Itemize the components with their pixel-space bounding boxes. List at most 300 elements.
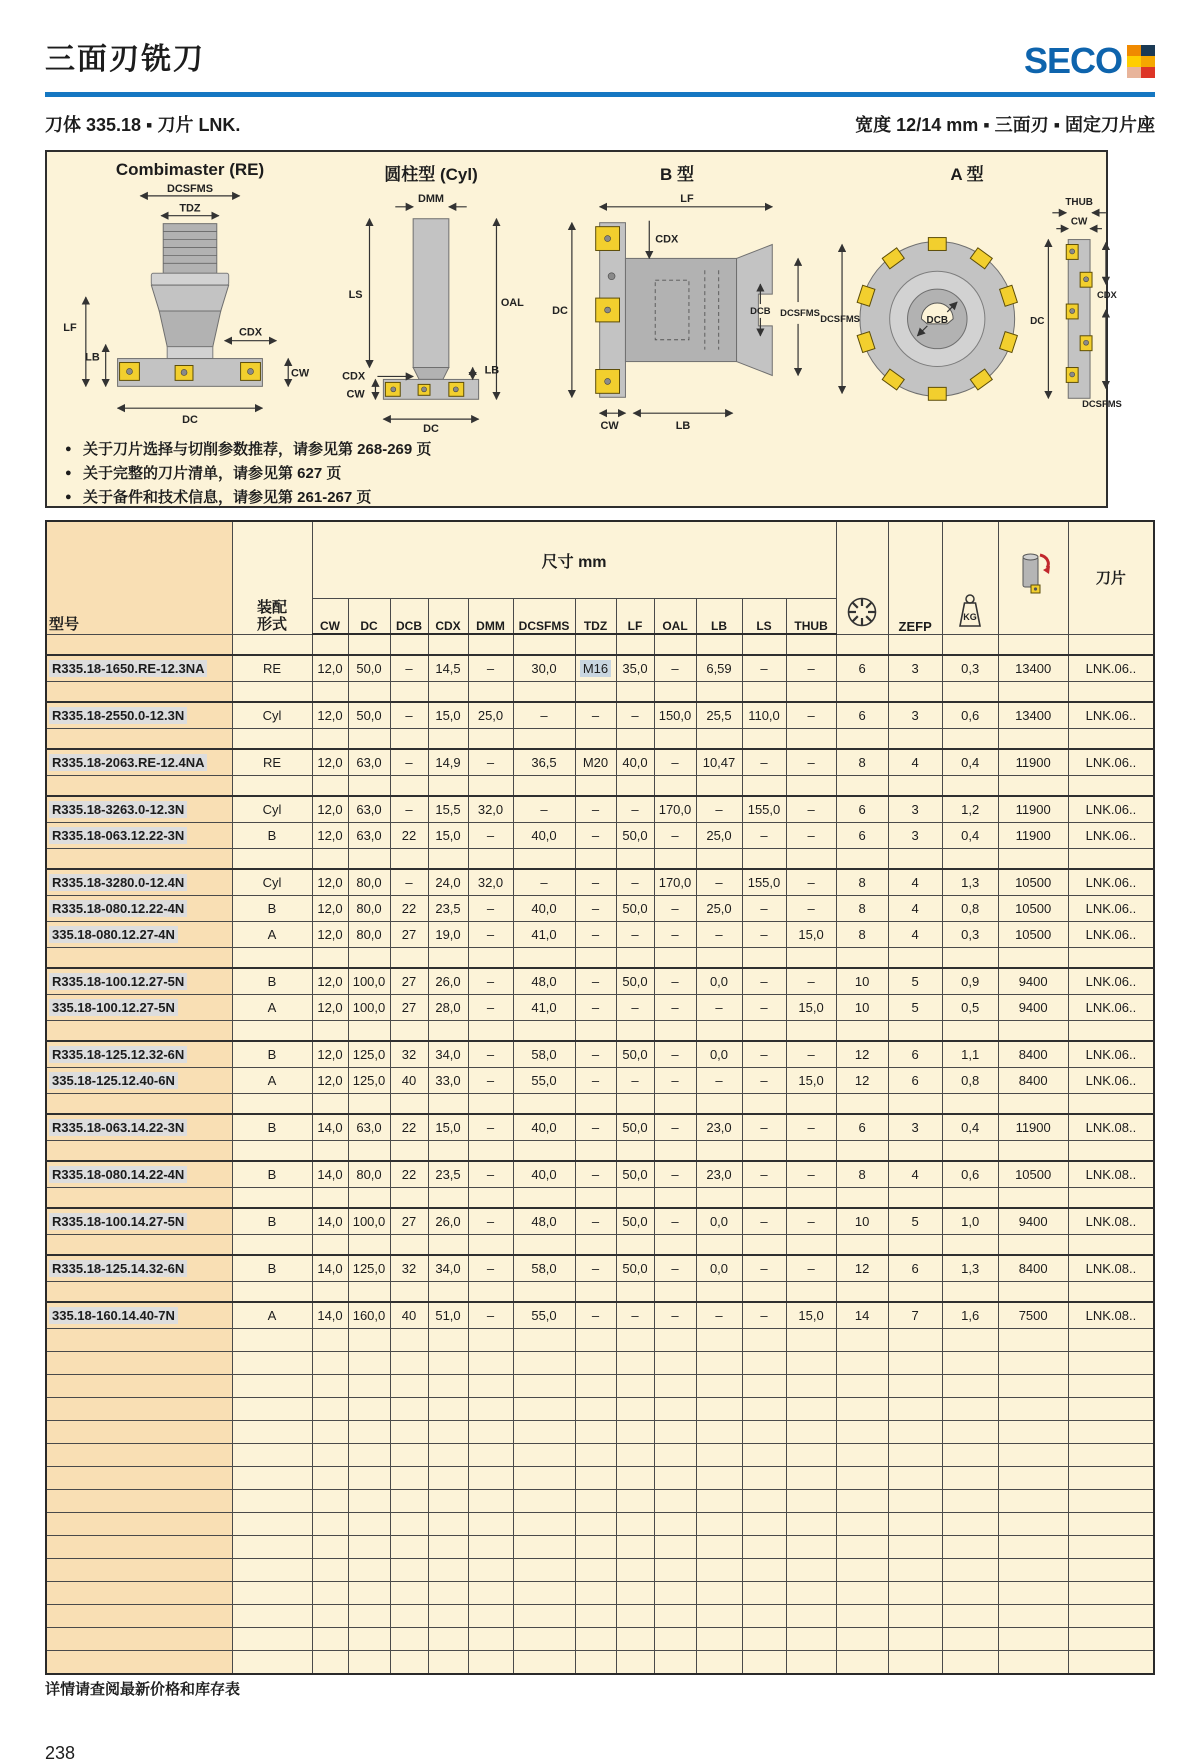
catalog-table <box>45 520 1155 1675</box>
empty-cell <box>742 1188 786 1209</box>
model-cell <box>46 922 232 948</box>
empty-cell <box>616 1582 654 1605</box>
svg-text:LF: LF <box>63 321 77 334</box>
dimension-cell: – <box>654 655 696 682</box>
empty-cell <box>616 776 654 797</box>
model-cell <box>46 1302 232 1329</box>
empty-cell <box>428 1021 468 1042</box>
empty-cell <box>428 1651 468 1675</box>
dimension-cell: 170,0 <box>654 796 696 823</box>
separator-row <box>46 1094 1154 1115</box>
table-row <box>46 1255 1154 1282</box>
empty-cell <box>468 948 513 969</box>
dimension-cell: 15,0 <box>786 922 836 948</box>
dimension-cell: – <box>654 896 696 922</box>
dimension-cell: – <box>742 1161 786 1188</box>
table-row <box>46 1114 1154 1141</box>
dimension-cell: – <box>742 749 786 776</box>
empty-cell <box>1068 1559 1154 1582</box>
weight-cell: 1,0 <box>942 1208 998 1235</box>
dimension-cell: 14,0 <box>312 1302 348 1329</box>
empty-row <box>46 1329 1154 1352</box>
column-header-insert: 刀片 <box>1068 521 1154 634</box>
empty-cell <box>348 1188 390 1209</box>
dimension-cell: – <box>575 1208 616 1235</box>
separator-row <box>46 1235 1154 1256</box>
empty-cell <box>654 849 696 870</box>
empty-cell <box>942 1605 998 1628</box>
empty-cell <box>575 1513 616 1536</box>
empty-cell <box>616 1375 654 1398</box>
dimension-cell: – <box>742 968 786 995</box>
empty-cell <box>786 1444 836 1467</box>
dimension-cell: – <box>575 1068 616 1094</box>
svg-text:LS: LS <box>348 289 363 302</box>
empty-cell <box>998 1329 1068 1352</box>
dimension-cell: M20 <box>575 749 616 776</box>
empty-cell <box>232 1329 312 1352</box>
empty-cell <box>786 1375 836 1398</box>
dimension-cell: – <box>696 796 742 823</box>
empty-cell <box>942 1352 998 1375</box>
weight-kg-icon <box>953 593 987 629</box>
empty-cell <box>312 1628 348 1651</box>
dimension-cell: – <box>742 922 786 948</box>
empty-cell <box>390 948 428 969</box>
column-header-ls: LS <box>742 599 786 635</box>
dimension-cell: 34,0 <box>428 1041 468 1068</box>
empty-cell <box>786 1188 836 1209</box>
svg-text:DC: DC <box>182 414 198 427</box>
svg-text:CW: CW <box>346 388 365 401</box>
empty-cell <box>513 1513 575 1536</box>
empty-cell <box>428 1188 468 1209</box>
dimension-cell: 110,0 <box>742 702 786 729</box>
zefp-cell: 3 <box>888 823 942 849</box>
zefp-cell: 3 <box>888 702 942 729</box>
empty-cell <box>786 1094 836 1115</box>
dimension-cell: – <box>696 1302 742 1329</box>
dimension-cell: 36,5 <box>513 749 575 776</box>
empty-cell <box>390 729 428 750</box>
empty-cell <box>742 849 786 870</box>
empty-cell <box>836 1444 888 1467</box>
empty-cell <box>232 1651 312 1675</box>
empty-cell <box>390 1559 428 1582</box>
empty-cell <box>836 1235 888 1256</box>
empty-cell <box>390 1398 428 1421</box>
dimension-cell: 150,0 <box>654 702 696 729</box>
dimension-cell: 12,0 <box>312 823 348 849</box>
empty-cell <box>575 1628 616 1651</box>
empty-cell <box>1068 1352 1154 1375</box>
empty-cell <box>468 1513 513 1536</box>
empty-cell <box>468 776 513 797</box>
dimension-cell: 15,0 <box>786 1302 836 1329</box>
dimension-cell: 50,0 <box>616 1114 654 1141</box>
empty-cell <box>836 1651 888 1675</box>
table-row <box>46 796 1154 823</box>
empty-cell <box>390 849 428 870</box>
empty-row <box>46 1352 1154 1375</box>
zefp-cell: 4 <box>888 869 942 896</box>
empty-cell <box>616 948 654 969</box>
empty-cell <box>942 1651 998 1675</box>
dimension-cell: 48,0 <box>513 1208 575 1235</box>
empty-cell <box>888 1188 942 1209</box>
empty-cell <box>1068 1375 1154 1398</box>
empty-cell <box>312 1605 348 1628</box>
dimension-cell: 55,0 <box>513 1068 575 1094</box>
empty-cell <box>888 1582 942 1605</box>
empty-row <box>46 1582 1154 1605</box>
zefp-cell: 6 <box>888 1041 942 1068</box>
empty-cell <box>998 948 1068 969</box>
empty-cell <box>942 776 998 797</box>
empty-cell <box>836 1628 888 1651</box>
empty-cell <box>390 1235 428 1256</box>
svg-text:THUB: THUB <box>1065 196 1093 208</box>
empty-cell <box>942 1329 998 1352</box>
empty-cell <box>390 1513 428 1536</box>
dimension-cell: 25,0 <box>696 896 742 922</box>
empty-cell <box>390 1375 428 1398</box>
max-rpm-icon <box>1013 549 1053 601</box>
model-cell <box>46 1513 232 1536</box>
dimension-cell: 80,0 <box>348 1161 390 1188</box>
empty-cell <box>468 1329 513 1352</box>
empty-cell <box>428 776 468 797</box>
empty-cell <box>513 1282 575 1303</box>
empty-cell <box>390 1582 428 1605</box>
dimension-cell: – <box>468 1068 513 1094</box>
dimension-cell: 12,0 <box>312 869 348 896</box>
diagram-b-type-title: B 型 <box>660 165 694 184</box>
empty-cell <box>696 776 742 797</box>
dimension-cell: 14,9 <box>428 749 468 776</box>
empty-cell <box>786 1536 836 1559</box>
empty-cell <box>312 1094 348 1115</box>
empty-cell <box>348 729 390 750</box>
empty-cell <box>942 1398 998 1421</box>
weight-cell: 0,3 <box>942 655 998 682</box>
empty-cell <box>888 1282 942 1303</box>
table-row <box>46 749 1154 776</box>
empty-cell <box>312 1188 348 1209</box>
empty-cell <box>742 1559 786 1582</box>
zefp-cell: 5 <box>888 968 942 995</box>
dimension-cell: 12,0 <box>312 1068 348 1094</box>
weight-cell: 0,9 <box>942 968 998 995</box>
dimension-cell: – <box>575 968 616 995</box>
empty-cell <box>513 1398 575 1421</box>
empty-cell <box>428 682 468 703</box>
empty-cell <box>786 1352 836 1375</box>
empty-cell <box>998 1094 1068 1115</box>
empty-cell <box>1068 1605 1154 1628</box>
empty-cell <box>390 1094 428 1115</box>
empty-cell <box>654 776 696 797</box>
empty-cell <box>696 849 742 870</box>
model-cell <box>46 968 232 995</box>
column-header-lf: LF <box>616 599 654 635</box>
width-type-designation: 宽度 12/14 mm ▪ 三面刃 ▪ 固定刀片座 <box>855 115 1155 135</box>
empty-cell <box>428 1605 468 1628</box>
table-row <box>46 869 1154 896</box>
empty-cell <box>312 1651 348 1675</box>
empty-cell <box>575 682 616 703</box>
empty-cell <box>513 682 575 703</box>
empty-cell <box>836 682 888 703</box>
empty-cell <box>513 729 575 750</box>
teeth-count-cell: 10 <box>836 995 888 1021</box>
empty-cell <box>616 682 654 703</box>
empty-cell <box>888 1235 942 1256</box>
empty-cell <box>575 1536 616 1559</box>
empty-cell <box>696 1021 742 1042</box>
model-number: 335.18-160.14.40-7N <box>49 1307 178 1324</box>
svg-text:DCSFMS: DCSFMS <box>166 182 214 195</box>
empty-cell <box>1068 729 1154 750</box>
dimension-cell: – <box>654 922 696 948</box>
svg-text:DC: DC <box>552 304 568 317</box>
empty-cell <box>513 1094 575 1115</box>
empty-cell <box>696 1536 742 1559</box>
dimension-cell: – <box>468 1255 513 1282</box>
b-type-drawing <box>537 185 827 433</box>
empty-cell <box>888 1605 942 1628</box>
empty-cell <box>654 1141 696 1162</box>
empty-cell <box>786 1235 836 1256</box>
teeth-count-cell: 12 <box>836 1255 888 1282</box>
diagram-panel <box>45 150 1122 508</box>
mount-type-cell: RE <box>232 655 312 682</box>
model-cell <box>46 1208 232 1235</box>
separator-row <box>46 1141 1154 1162</box>
weight-cell: 1,6 <box>942 1302 998 1329</box>
empty-cell <box>575 729 616 750</box>
dimension-cell: 23,5 <box>428 1161 468 1188</box>
weight-cell: 0,4 <box>942 749 998 776</box>
empty-cell <box>616 1513 654 1536</box>
dimension-cell: – <box>468 1208 513 1235</box>
highlighted-value: M16 <box>580 660 611 677</box>
model-cell <box>46 796 232 823</box>
empty-cell <box>654 1398 696 1421</box>
empty-row <box>46 1559 1154 1582</box>
empty-cell <box>654 1188 696 1209</box>
empty-cell <box>468 1398 513 1421</box>
body-insert-designation: 刀体 335.18 ▪ 刀片 LNK. <box>45 115 241 135</box>
empty-cell <box>888 1628 942 1651</box>
empty-cell <box>888 682 942 703</box>
table-row <box>46 995 1154 1021</box>
empty-cell <box>696 1352 742 1375</box>
dimension-cell: 12,0 <box>312 968 348 995</box>
dimension-cell: 125,0 <box>348 1041 390 1068</box>
empty-cell <box>942 1282 998 1303</box>
svg-text:LB: LB <box>675 420 691 433</box>
dimension-cell: – <box>696 922 742 948</box>
separator-row <box>46 776 1154 797</box>
empty-cell <box>786 948 836 969</box>
dimension-cell: 26,0 <box>428 968 468 995</box>
weight-cell: 1,2 <box>942 796 998 823</box>
diagram-cylindrical-title: 圆柱型 (Cyl) <box>384 165 478 184</box>
max-rpm-cell: 11900 <box>998 1114 1068 1141</box>
empty-cell <box>468 1282 513 1303</box>
svg-text:DC: DC <box>1030 315 1045 327</box>
empty-cell <box>513 1235 575 1256</box>
empty-cell <box>232 776 312 797</box>
empty-cell <box>428 1282 468 1303</box>
empty-row <box>46 1421 1154 1444</box>
empty-cell <box>513 1467 575 1490</box>
empty-cell <box>348 1398 390 1421</box>
empty-cell <box>786 1141 836 1162</box>
empty-cell <box>232 1421 312 1444</box>
dimension-cell: 50,0 <box>616 1208 654 1235</box>
svg-text:DCSFMS: DCSFMS <box>780 306 820 318</box>
empty-cell <box>836 1094 888 1115</box>
max-rpm-cell: 11900 <box>998 823 1068 849</box>
empty-cell <box>696 1605 742 1628</box>
empty-cell <box>742 1513 786 1536</box>
teeth-count-cell: 8 <box>836 922 888 948</box>
model-cell <box>46 655 232 682</box>
column-header-cdx: CDX <box>428 599 468 635</box>
empty-cell <box>513 1536 575 1559</box>
mount-type-cell: B <box>232 1208 312 1235</box>
insert-cell: LNK.08.. <box>1068 1161 1154 1188</box>
dimension-cell: 0,0 <box>696 968 742 995</box>
empty-cell <box>232 1628 312 1651</box>
empty-cell <box>888 1490 942 1513</box>
empty-cell <box>468 1375 513 1398</box>
dimension-cell: 12,0 <box>312 922 348 948</box>
dimension-cell: 23,0 <box>696 1161 742 1188</box>
empty-cell <box>998 1141 1068 1162</box>
empty-cell <box>836 1582 888 1605</box>
dimension-cell: 15,0 <box>428 1114 468 1141</box>
empty-cell <box>696 1513 742 1536</box>
empty-cell <box>312 682 348 703</box>
empty-cell <box>232 682 312 703</box>
dimension-cell: 58,0 <box>513 1255 575 1282</box>
empty-cell <box>513 1188 575 1209</box>
empty-cell <box>696 1329 742 1352</box>
empty-cell <box>998 1490 1068 1513</box>
table-row <box>46 823 1154 849</box>
dimension-cell: 19,0 <box>428 922 468 948</box>
dimension-cell: 15,5 <box>428 796 468 823</box>
column-header-dc: DC <box>348 599 390 635</box>
diagram-a-type <box>817 158 1122 430</box>
empty-cell <box>348 1605 390 1628</box>
dimension-cell: 12,0 <box>312 749 348 776</box>
empty-cell <box>468 634 513 655</box>
dimension-cell: 12,0 <box>312 1041 348 1068</box>
dimension-cell: – <box>575 869 616 896</box>
empty-cell <box>942 1628 998 1651</box>
empty-cell <box>786 1605 836 1628</box>
empty-cell <box>942 1141 998 1162</box>
dimension-cell: 35,0 <box>616 655 654 682</box>
empty-cell <box>654 1582 696 1605</box>
empty-cell <box>428 1375 468 1398</box>
dimension-cell: 40,0 <box>513 1161 575 1188</box>
empty-cell <box>696 634 742 655</box>
dimension-cell: 12,0 <box>312 995 348 1021</box>
empty-cell <box>575 1352 616 1375</box>
svg-text:CW: CW <box>600 420 619 433</box>
empty-cell <box>575 948 616 969</box>
insert-cell: LNK.08.. <box>1068 1255 1154 1282</box>
empty-cell <box>836 1536 888 1559</box>
empty-cell <box>513 1628 575 1651</box>
max-rpm-cell: 9400 <box>998 1208 1068 1235</box>
empty-cell <box>836 948 888 969</box>
seco-logo-text: SECO <box>1023 40 1122 82</box>
empty-cell <box>696 1421 742 1444</box>
empty-cell <box>998 1421 1068 1444</box>
teeth-count-cell: 8 <box>836 869 888 896</box>
empty-cell <box>232 1398 312 1421</box>
dimension-cell: – <box>616 1302 654 1329</box>
empty-cell <box>836 1490 888 1513</box>
svg-text:DCSFMS: DCSFMS <box>1082 398 1122 410</box>
empty-cell <box>654 1536 696 1559</box>
dimension-cell: 32 <box>390 1041 428 1068</box>
empty-cell <box>742 1235 786 1256</box>
empty-cell <box>390 1605 428 1628</box>
dimension-cell: – <box>786 1161 836 1188</box>
empty-cell <box>998 729 1068 750</box>
dimension-cell: 27 <box>390 1208 428 1235</box>
empty-cell <box>998 634 1068 655</box>
empty-cell <box>942 682 998 703</box>
empty-cell <box>513 849 575 870</box>
diagram-cylindrical <box>325 158 537 433</box>
insert-cell: LNK.06.. <box>1068 968 1154 995</box>
mount-type-cell: B <box>232 896 312 922</box>
dimension-cell: 23,0 <box>696 1114 742 1141</box>
empty-cell <box>468 1651 513 1675</box>
empty-cell <box>428 948 468 969</box>
empty-cell <box>786 1467 836 1490</box>
empty-cell <box>654 1282 696 1303</box>
empty-cell <box>232 1352 312 1375</box>
sub-header <box>45 111 1155 137</box>
empty-row <box>46 1536 1154 1559</box>
empty-row <box>46 1398 1154 1421</box>
empty-cell <box>942 1582 998 1605</box>
empty-cell <box>232 1536 312 1559</box>
zefp-cell: 6 <box>888 1255 942 1282</box>
dimension-cell: – <box>696 1068 742 1094</box>
column-header-model: 型号 <box>46 521 232 634</box>
empty-cell <box>654 1375 696 1398</box>
model-cell <box>46 702 232 729</box>
empty-cell <box>742 1467 786 1490</box>
svg-text:LB: LB <box>484 364 500 377</box>
empty-cell <box>348 1352 390 1375</box>
empty-cell <box>888 849 942 870</box>
empty-cell <box>998 1559 1068 1582</box>
svg-text:CDX: CDX <box>238 326 263 339</box>
empty-cell <box>654 1651 696 1675</box>
empty-cell <box>348 1536 390 1559</box>
